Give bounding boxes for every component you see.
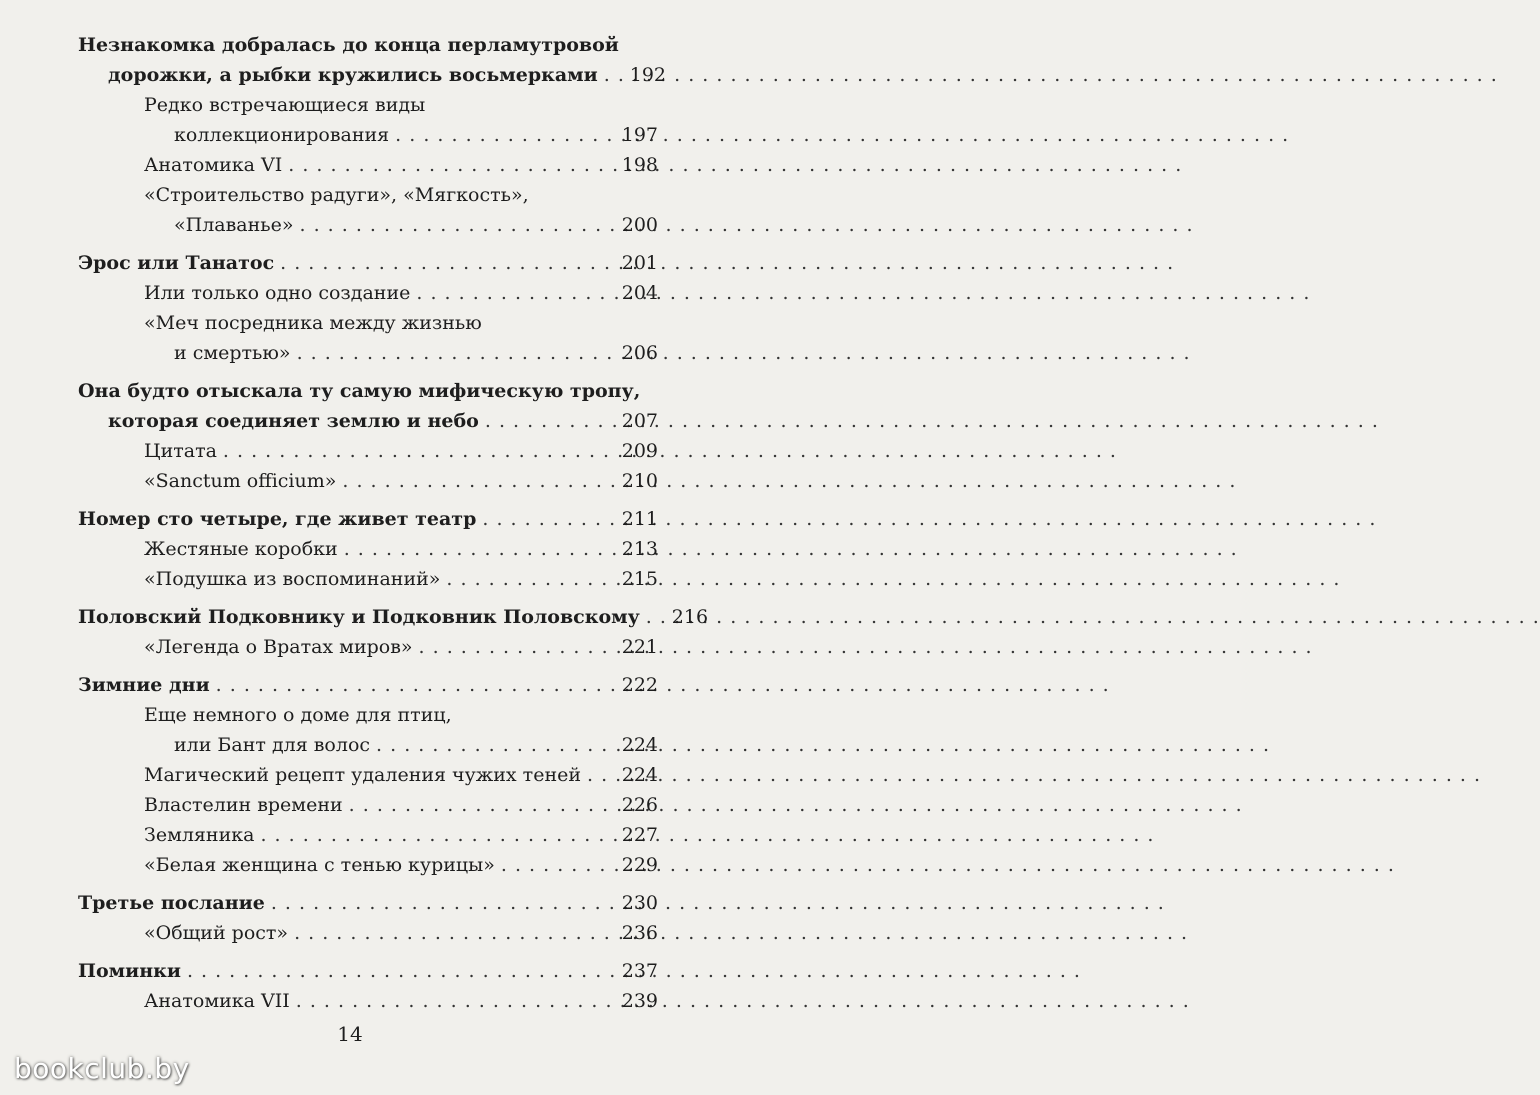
toc-subsection-entry xyxy=(78,632,658,662)
toc-entry-title: Номер сто четыре, где живет театр xyxy=(78,508,477,530)
toc-entry-title: Поминки xyxy=(78,960,181,982)
toc-subsection-entry xyxy=(78,986,658,1016)
toc-page-number: 197 xyxy=(621,124,658,146)
toc-line xyxy=(78,466,658,496)
toc-entry-title: которая соединяет землю и небо xyxy=(108,410,479,432)
toc-line xyxy=(78,180,658,210)
dot-leader xyxy=(297,338,616,368)
toc-subsection-entry xyxy=(78,850,658,880)
toc-entry-title: «Подушка из воспоминаний» xyxy=(144,568,441,590)
toc-page-number: 192 xyxy=(629,64,667,86)
toc-line xyxy=(78,918,658,948)
toc-entry-title: Земляника xyxy=(144,824,255,846)
section-gap xyxy=(78,948,658,956)
toc-page-number: 207 xyxy=(621,410,658,432)
toc-entry-title: и смертью» xyxy=(174,342,291,364)
section-gap xyxy=(78,496,658,504)
dot-leader xyxy=(294,918,616,948)
toc-chapter-entry xyxy=(78,602,709,632)
toc-subsection-entry xyxy=(78,180,658,240)
toc-entry-title: Половский Подковнику и Подковник Половскому xyxy=(78,606,640,628)
toc-entry-title: дорожки, а рыбки кружились восьмерками xyxy=(108,64,598,86)
toc-subsection-entry xyxy=(78,150,658,180)
toc-page-number: 213 xyxy=(621,538,658,560)
toc-chapter-entry xyxy=(78,376,658,436)
toc-page-number: 201 xyxy=(621,252,658,274)
toc-line xyxy=(78,406,658,436)
toc-page-number: 206 xyxy=(621,342,658,364)
toc-entry-title: Анатомика VII xyxy=(144,990,290,1012)
dot-leader xyxy=(446,564,615,594)
toc-line xyxy=(78,760,658,790)
dot-leader xyxy=(187,956,616,986)
toc-line xyxy=(78,564,658,594)
toc-line xyxy=(78,670,658,700)
toc-line xyxy=(78,278,658,308)
toc-subsection-entry xyxy=(78,918,658,948)
toc-page-number: 230 xyxy=(621,892,658,914)
toc-line xyxy=(78,986,658,1016)
toc-entry-title: Или только одно создание xyxy=(144,282,411,304)
toc-entry-title: «Sanctum officium» xyxy=(144,470,337,492)
dot-leader xyxy=(416,278,615,308)
dot-leader xyxy=(395,120,616,150)
dot-leader xyxy=(587,760,616,790)
toc-page-number: 198 xyxy=(621,154,658,176)
toc-line xyxy=(78,534,658,564)
toc-chapter-entry xyxy=(78,248,658,278)
toc-subsection-entry xyxy=(78,700,658,760)
toc-page-number: 200 xyxy=(621,214,658,236)
toc-page-number: 224 xyxy=(621,734,658,756)
toc-line xyxy=(78,956,658,986)
toc-entry-title: Незнакомка добралась до конца перламутровой xyxy=(78,34,619,56)
section-gap xyxy=(78,240,658,248)
toc-subsection-entry xyxy=(78,466,658,496)
toc-page-number: 229 xyxy=(621,854,658,876)
toc-page-number: 226 xyxy=(621,794,658,816)
toc-subsection-entry xyxy=(78,790,658,820)
page-number: 14 xyxy=(337,1022,363,1046)
toc-line xyxy=(78,120,658,150)
book-page xyxy=(0,0,709,1095)
toc-entry-title: «Легенда о Вратах миров» xyxy=(144,636,413,658)
toc-page-number: 237 xyxy=(621,960,658,982)
toc-line xyxy=(78,602,709,632)
dot-leader xyxy=(604,60,624,90)
toc-entry-title: «Строительство радуги», «Мягкость», xyxy=(144,184,529,206)
dot-leader xyxy=(280,248,616,278)
toc-subsection-entry xyxy=(78,308,658,368)
toc-subsection-entry xyxy=(78,564,658,594)
toc-entry-title: Властелин времени xyxy=(144,794,343,816)
toc-entry-title: «Плаванье» xyxy=(174,214,294,236)
toc-page-number: 215 xyxy=(621,568,658,590)
toc-page-number: 210 xyxy=(621,470,658,492)
toc-subsection-entry xyxy=(78,90,658,150)
dot-leader xyxy=(300,210,616,240)
dot-leader xyxy=(344,534,616,564)
toc-line xyxy=(78,888,658,918)
toc-entry-title: Она будто отыскала ту самую мифическую тропу, xyxy=(78,380,641,402)
toc-line xyxy=(78,150,658,180)
toc-chapter-entry xyxy=(78,888,658,918)
toc-entry-title: Жестяные коробки xyxy=(144,538,338,560)
toc-subsection-entry xyxy=(78,278,658,308)
toc-line xyxy=(78,210,658,240)
toc-subsection-entry xyxy=(78,820,658,850)
toc-page-number: 209 xyxy=(621,440,658,462)
toc-entry-title: Цитата xyxy=(144,440,217,462)
toc-line xyxy=(78,248,658,278)
toc-page-number: 227 xyxy=(621,824,658,846)
dot-leader xyxy=(260,820,615,850)
toc-page-number: 211 xyxy=(621,508,658,530)
dot-leader xyxy=(223,436,616,466)
section-gap xyxy=(78,594,658,602)
dot-leader xyxy=(349,790,616,820)
toc-page-number: 239 xyxy=(621,990,658,1012)
toc-line xyxy=(78,30,658,60)
dot-leader xyxy=(342,466,615,496)
toc-page-number: 221 xyxy=(621,636,658,658)
toc-line xyxy=(78,60,667,90)
section-gap xyxy=(78,662,658,670)
toc-line xyxy=(78,376,658,406)
toc-page-number: 204 xyxy=(621,282,658,304)
toc-chapter-entry xyxy=(78,504,658,534)
toc-entry-title: Редко встречающиеся виды xyxy=(144,94,426,116)
toc-line xyxy=(78,338,658,368)
dot-leader xyxy=(271,888,616,918)
toc-line xyxy=(78,308,658,338)
toc-entry-title: Магический рецепт удаления чужих теней xyxy=(144,764,582,786)
toc-line xyxy=(78,790,658,820)
toc-entry-title: Анатомика VI xyxy=(144,154,283,176)
dot-leader xyxy=(485,406,616,436)
toc-entry-title: коллекционирования xyxy=(174,124,390,146)
toc-entry-title: Еще немного о доме для птиц, xyxy=(144,704,452,726)
dot-leader xyxy=(646,602,666,632)
dot-leader xyxy=(501,850,616,880)
toc-line xyxy=(78,632,658,662)
toc-entry-title: Зимние дни xyxy=(78,674,210,696)
toc-page-number: 222 xyxy=(621,674,658,696)
toc-page-number: 236 xyxy=(621,922,658,944)
toc-chapter-entry xyxy=(78,670,658,700)
watermark: bookclub.by xyxy=(14,1052,190,1085)
toc-subsection-entry xyxy=(78,534,658,564)
section-gap xyxy=(78,880,658,888)
toc-entry-title: «Общий рост» xyxy=(144,922,289,944)
dot-leader xyxy=(419,632,616,662)
toc-line xyxy=(78,820,658,850)
dot-leader xyxy=(376,730,616,760)
toc-entry-title: или Бант для волос xyxy=(174,734,371,756)
toc-line xyxy=(78,730,658,760)
toc-entry-title: «Меч посредника между жизнью xyxy=(144,312,482,334)
toc-entry-title: Эрос или Танатос xyxy=(78,252,275,274)
dot-leader xyxy=(216,670,616,700)
toc-chapter-entry xyxy=(78,30,667,90)
toc-entry-title: Третье послание xyxy=(78,892,265,914)
toc-chapter-entry xyxy=(78,956,658,986)
toc-entry-title: «Белая женщина с тенью курицы» xyxy=(144,854,495,876)
toc-page-number: 216 xyxy=(671,606,709,628)
toc-line xyxy=(78,504,658,534)
dot-leader xyxy=(296,986,616,1016)
toc-subsection-entry xyxy=(78,436,658,466)
toc-line xyxy=(78,436,658,466)
dot-leader xyxy=(482,504,615,534)
dot-leader xyxy=(288,150,615,180)
toc-line xyxy=(78,90,658,120)
table-of-contents xyxy=(78,30,709,1016)
section-gap xyxy=(78,368,658,376)
toc-line xyxy=(78,700,658,730)
toc-page-number: 224 xyxy=(621,764,658,786)
toc-line xyxy=(78,850,658,880)
toc-subsection-entry xyxy=(78,760,658,790)
